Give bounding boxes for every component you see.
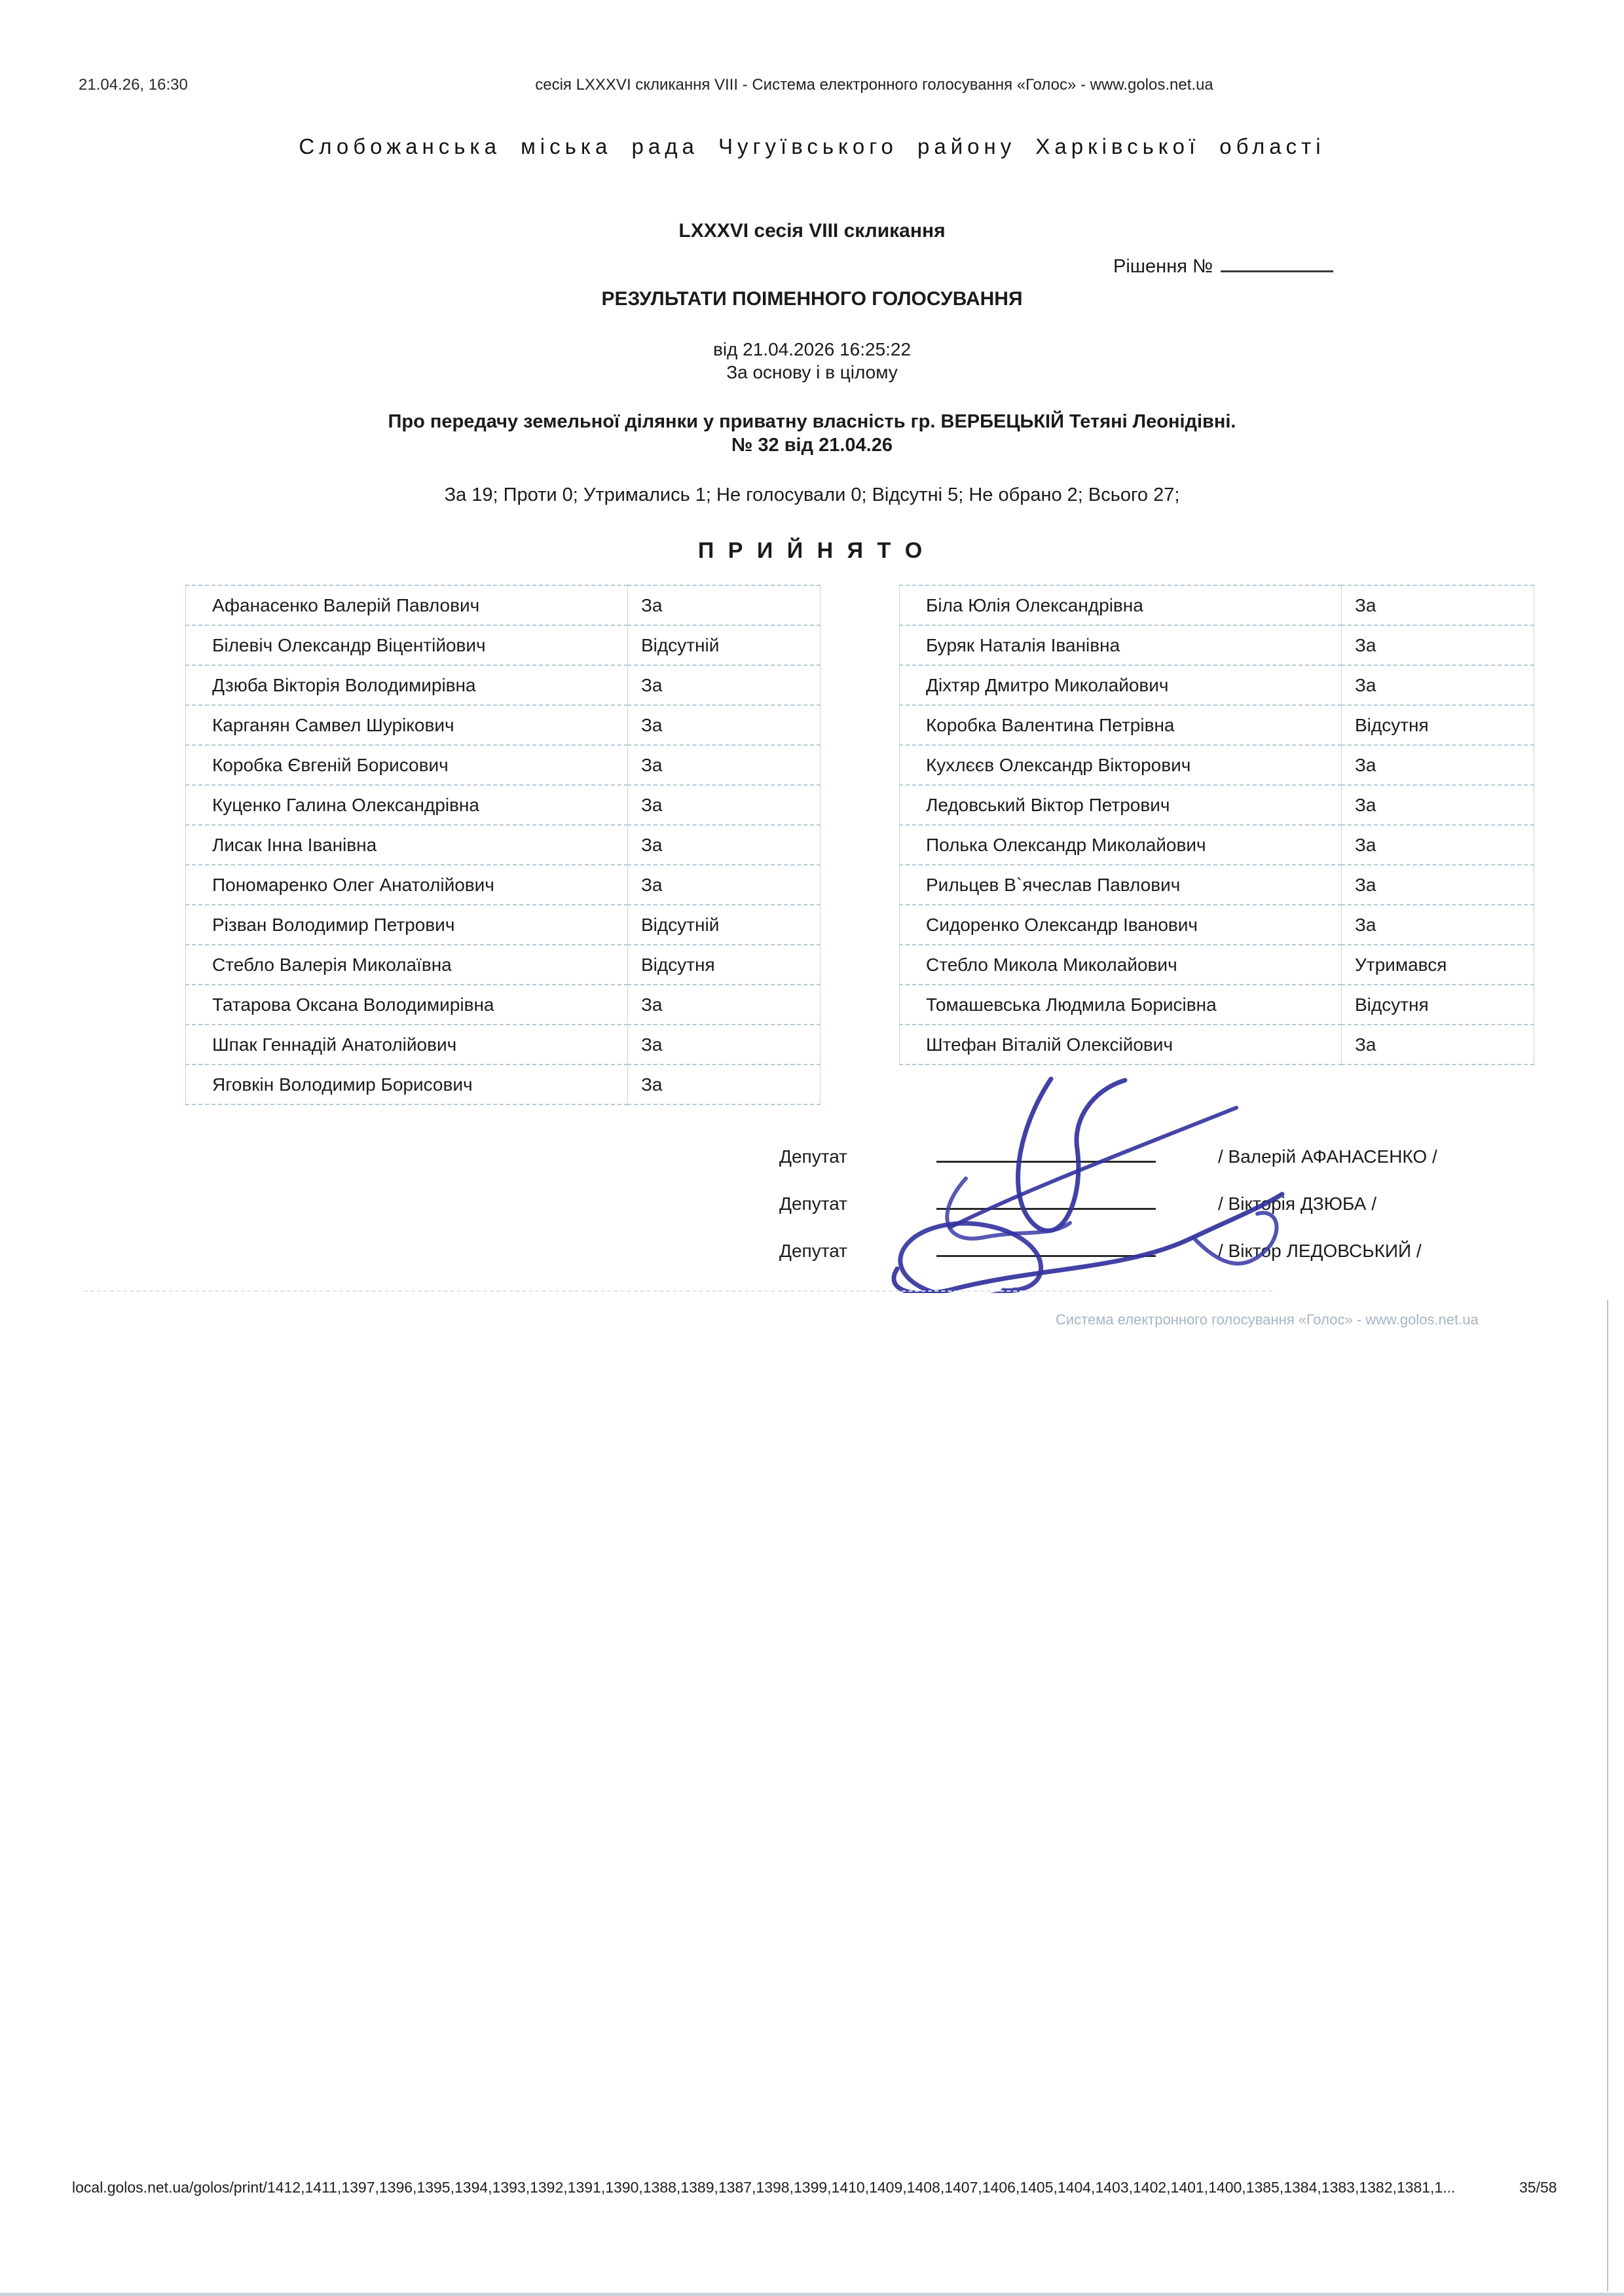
table-row — [900, 945, 1534, 985]
vote-value: Утримався — [1342, 945, 1534, 985]
vote-totals: За 19; Проти 0; Утримались 1; Не голосували 0; Відсутні 5; Не обрано 2; Всього 27; — [444, 484, 1180, 505]
deputy-name: Різван Володимир Петрович — [212, 914, 455, 935]
table-row — [186, 1025, 821, 1065]
scan-edge-line — [1607, 1300, 1608, 2291]
deputy-name: Коробка Валентина Петрівна — [926, 714, 1175, 735]
table-row — [186, 825, 821, 865]
deputy-name: Шпак Геннадій Анатолійович — [212, 1034, 457, 1055]
vote-table-left — [185, 585, 821, 1105]
vote-value: За — [628, 665, 821, 705]
table-row — [186, 705, 821, 745]
table-row — [186, 945, 821, 985]
deputy-name: Кухлєєв Олександр Вікторович — [926, 754, 1191, 775]
signature-row — [779, 1188, 1552, 1214]
vote-value: За — [1342, 825, 1534, 865]
results-title: РЕЗУЛЬТАТИ ПОІМЕННОГО ГОЛОСУВАННЯ — [601, 288, 1023, 310]
vote-value: За — [628, 1065, 821, 1104]
table-row — [186, 585, 821, 625]
table-row — [186, 1065, 821, 1104]
table-row — [900, 745, 1534, 785]
deputy-name: Білевіч Олександр Віцентійович — [212, 634, 486, 655]
vote-value: За — [628, 585, 821, 625]
deputy-name: Ледовський Віктор Петрович — [926, 794, 1170, 815]
vote-value: За — [628, 745, 821, 785]
table-row — [186, 985, 821, 1025]
session-title: LXXXVI сесія VIII скликання — [678, 220, 946, 242]
vote-value: За — [628, 1025, 821, 1065]
table-row — [900, 825, 1534, 865]
deputy-name: Лисак Інна Іванівна — [212, 834, 377, 855]
vote-value: За — [628, 705, 821, 745]
signature-role-label: Депутат — [779, 1193, 847, 1214]
vote-value: За — [1342, 1025, 1534, 1065]
table-row — [186, 865, 821, 905]
deputy-name: Діхтяр Дмитро Миколайович — [926, 674, 1169, 695]
deputy-name: Стебло Валерія Миколаївна — [212, 954, 452, 975]
table-row — [900, 985, 1534, 1025]
vote-value: За — [628, 865, 821, 905]
signatory-name: / Валерій АФАНАСЕНКО / — [1218, 1146, 1437, 1167]
table-row — [186, 905, 821, 945]
decision-number-line — [1113, 251, 1333, 278]
table-row — [900, 625, 1534, 665]
decision-result: П Р И Й Н Я Т О — [697, 538, 927, 563]
vote-value: Відсутня — [1342, 985, 1534, 1025]
deputy-name: Афанасенко Валерій Павлович — [212, 594, 480, 615]
deputy-name: Дзюба Вікторія Володимирівна — [212, 674, 476, 695]
table-row — [900, 1025, 1534, 1065]
signature-line — [936, 1188, 1156, 1210]
table-row — [186, 785, 821, 825]
table-row — [186, 665, 821, 705]
vote-value: За — [1342, 905, 1534, 945]
deputy-name: Яговкін Володимир Борисович — [212, 1074, 473, 1095]
table-row — [900, 705, 1534, 745]
signature-line — [936, 1140, 1156, 1163]
signatory-name: / Вікторія ДЗЮБА / — [1218, 1193, 1376, 1214]
deputy-name: Томашевська Людмила Борисівна — [926, 994, 1217, 1015]
signatory-name: / Віктор ЛЕДОВСЬКИЙ / — [1218, 1240, 1422, 1261]
vote-value: За — [1342, 625, 1534, 665]
scan-bottom-edge — [0, 2293, 1624, 2296]
print-timestamp: 21.04.26, 16:30 — [79, 76, 188, 94]
vote-table-right — [899, 585, 1534, 1065]
vote-stage: За основу і в цілому — [726, 362, 898, 382]
vote-value: За — [1342, 585, 1534, 625]
signature-role-label: Депутат — [779, 1146, 847, 1167]
table-row — [186, 745, 821, 785]
decision-number-label: Рішення № — [1113, 256, 1213, 277]
deputy-name: Полька Олександр Миколайович — [926, 834, 1206, 855]
deputy-name: Пономаренко Олег Анатолійович — [212, 874, 494, 895]
deputy-name: Карганян Самвел Шурікович — [212, 714, 454, 735]
decision-number-blank — [1221, 251, 1333, 272]
subject-number: № 32 від 21.04.26 — [731, 435, 893, 456]
table-row — [900, 905, 1534, 945]
signature-role-label: Депутат — [779, 1240, 847, 1261]
deputy-name: Коробка Євгеній Борисович — [212, 754, 449, 775]
footer-divider-line — [84, 1290, 1272, 1292]
deputy-name: Штефан Віталій Олексійович — [926, 1034, 1173, 1055]
council-title: Слобожанська міська рада Чугуївського району Харківської області — [299, 134, 1325, 158]
deputy-name: Біла Юлія Олександрівна — [926, 594, 1143, 615]
vote-value: За — [1342, 865, 1534, 905]
table-row — [900, 865, 1534, 905]
vote-value: За — [1342, 745, 1534, 785]
vote-value: Відсутня — [628, 945, 821, 985]
print-header-title: сесія LXXXVI скликання VIII - Система електронного голосування «Голос» - www.golos.net.ua — [535, 76, 1213, 94]
deputy-name: Рильцев В`ячеслав Павлович — [926, 874, 1181, 895]
vote-datetime: від 21.04.2026 16:25:22 — [712, 339, 912, 359]
deputy-name: Татарова Оксана Володимирівна — [212, 994, 494, 1015]
vote-value: Відсутня — [1342, 705, 1534, 745]
signature-row — [779, 1140, 1552, 1167]
signature-line — [936, 1235, 1156, 1257]
vote-value: Відсутній — [628, 905, 821, 945]
deputy-name: Сидоренко Олександр Іванович — [926, 914, 1198, 935]
vote-value: За — [1342, 665, 1534, 705]
table-row — [900, 665, 1534, 705]
watermark-text: Система електронного голосування «Голос» - www.golos.net.ua — [1056, 1311, 1479, 1328]
footer-url: local.golos.net.ua/golos/print/1412,1411,1397,1396,1395,1394,1393,1392,1391,1390,1388,1389,1387,1398,1399,1410,1409,1408,1407,1406,1405,1404,1403,1402,1401,1400,1385,1384,1383,1382,1381,1... — [72, 2179, 1456, 2196]
deputy-name: Куценко Галина Олександрівна — [212, 794, 479, 815]
page-number: 35/58 — [1519, 2179, 1557, 2196]
vote-value: За — [628, 785, 821, 825]
table-row — [186, 625, 821, 665]
signature-row — [779, 1235, 1552, 1262]
table-row — [900, 585, 1534, 625]
vote-value: За — [628, 985, 821, 1025]
deputy-name: Буряк Наталія Іванівна — [926, 634, 1120, 655]
vote-value: За — [1342, 785, 1534, 825]
vote-value: Відсутній — [628, 625, 821, 665]
vote-value: За — [628, 825, 821, 865]
table-row — [900, 785, 1534, 825]
deputy-name: Стебло Микола Миколайович — [926, 954, 1177, 975]
subject-line: Про передачу земельної ділянки у приватну власність гр. ВЕРБЕЦЬКІЙ Тетяні Леонідівні. — [388, 411, 1236, 432]
